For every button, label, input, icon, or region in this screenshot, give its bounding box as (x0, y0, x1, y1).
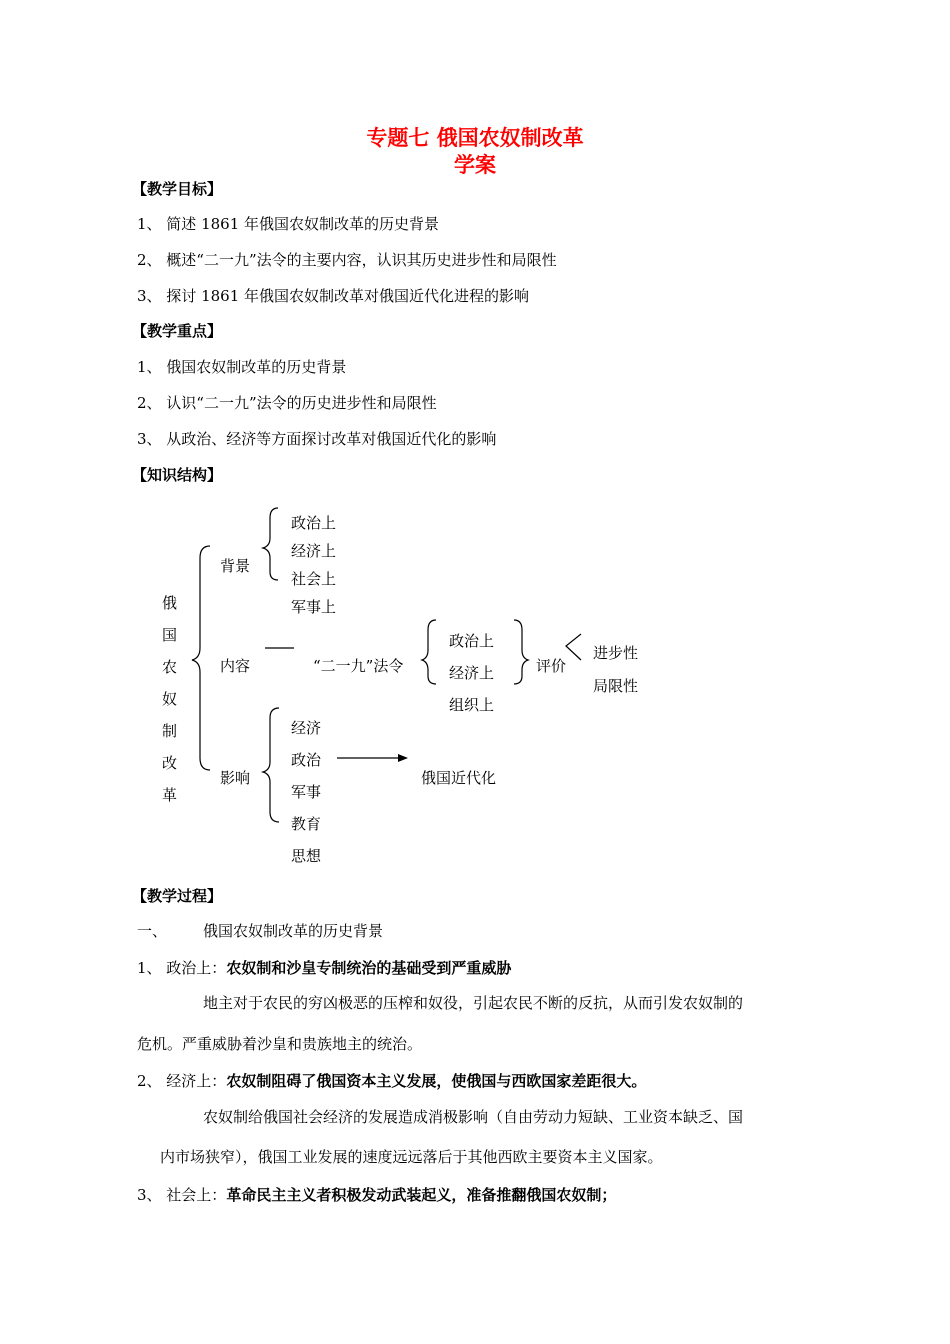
impact-arrow-head (398, 754, 408, 762)
keypoint-item: 3、 从政治、经济等方面探讨改革对俄国近代化的影响 (137, 430, 497, 448)
content-item: 经济上 (449, 664, 495, 682)
point-number: 2、 经济上： (137, 1072, 227, 1090)
structure-heading: 【知识结构】 (132, 466, 223, 484)
background-item: 经济上 (291, 542, 337, 560)
content-right-brace (514, 620, 528, 684)
point-number: 1、 政治上： (137, 959, 227, 977)
process-point (137, 1184, 616, 1205)
decree-label: “二一九”法令 (313, 657, 404, 675)
paragraph-line: 农奴制给俄国社会经济的发展造成消极影响（自由劳动力短缺、工业资本缺乏、国 (203, 1108, 744, 1126)
root-char: 革 (162, 786, 178, 804)
branch-label-content: 内容 (220, 657, 251, 675)
impact-item: 经济 (291, 719, 322, 737)
evaluation-label: 评价 (536, 657, 567, 675)
content-item: 组织上 (449, 696, 495, 714)
point-bold-text: 农奴制阻碍了俄国资本主义发展，使俄国与西欧国家差距很大。 (226, 1072, 647, 1090)
impact-item: 军事 (291, 783, 322, 801)
section-number: 一、 (137, 922, 168, 940)
objective-item: 1、 简述 1861 年俄国农奴制改革的历史背景 (137, 215, 440, 233)
impact-item: 政治 (291, 751, 322, 769)
objectives-heading: 【教学目标】 (132, 180, 223, 198)
background-brace (263, 508, 278, 580)
objective-item: 3、 探讨 1861 年俄国农奴制改革对俄国近代化进程的影响 (137, 287, 530, 305)
keypoint-item: 1、 俄国农奴制改革的历史背景 (137, 358, 347, 376)
paragraph-line: 地主对于农民的穷凶极恶的压榨和奴役，引起农民不断的反抗，从而引发农奴制的 (203, 994, 744, 1012)
keypoints-heading: 【教学重点】 (132, 322, 223, 340)
root-char: 制 (162, 722, 178, 740)
process-point (137, 1070, 646, 1091)
process-point (137, 957, 511, 978)
background-item: 社会上 (291, 570, 337, 588)
root-char: 改 (162, 754, 178, 772)
root-char: 俄 (162, 594, 178, 612)
section-title: 俄国农奴制改革的历史背景 (203, 922, 384, 940)
branch-label-background: 背景 (220, 557, 251, 575)
root-char: 国 (162, 626, 178, 644)
point-bold-text: 革命民主主义者积极发动武装起义，准备推翻俄国农奴制； (226, 1186, 617, 1204)
point-bold-text: 农奴制和沙皇专制统治的基础受到严重威胁 (226, 959, 512, 977)
background-item: 军事上 (291, 598, 337, 616)
page-title: 专题七 俄国农奴制改革 (366, 126, 584, 150)
evaluation-item: 局限性 (593, 677, 639, 695)
root-char: 农 (162, 658, 178, 676)
content-left-brace (422, 620, 436, 684)
keypoint-item: 2、 认识“二一九”法令的历史进步性和局限性 (137, 394, 437, 412)
objective-item: 2、 概述“二一九”法令的主要内容，认识其历史进步性和局限性 (137, 251, 557, 269)
root-brace (192, 546, 210, 770)
content-item: 政治上 (449, 632, 495, 650)
process-heading: 【教学过程】 (132, 887, 223, 905)
background-item: 政治上 (291, 514, 337, 532)
impact-item: 教育 (291, 815, 322, 833)
impact-item: 思想 (291, 847, 322, 865)
branch-label-impact: 影响 (220, 769, 251, 787)
evaluation-angle (566, 634, 581, 660)
impact-brace (263, 708, 279, 822)
page-subtitle: 学案 (454, 153, 496, 177)
root-char: 奴 (162, 690, 178, 708)
paragraph-line: 内市场狭窄），俄国工业发展的速度远远落后于其他西欧主要资本主义国家。 (160, 1148, 663, 1166)
point-number: 3、 社会上： (137, 1186, 227, 1204)
impact-result: 俄国近代化 (421, 769, 497, 787)
evaluation-item: 进步性 (593, 644, 639, 662)
paragraph-line: 危机。严重威胁着沙皇和贵族地主的统治。 (137, 1035, 423, 1053)
